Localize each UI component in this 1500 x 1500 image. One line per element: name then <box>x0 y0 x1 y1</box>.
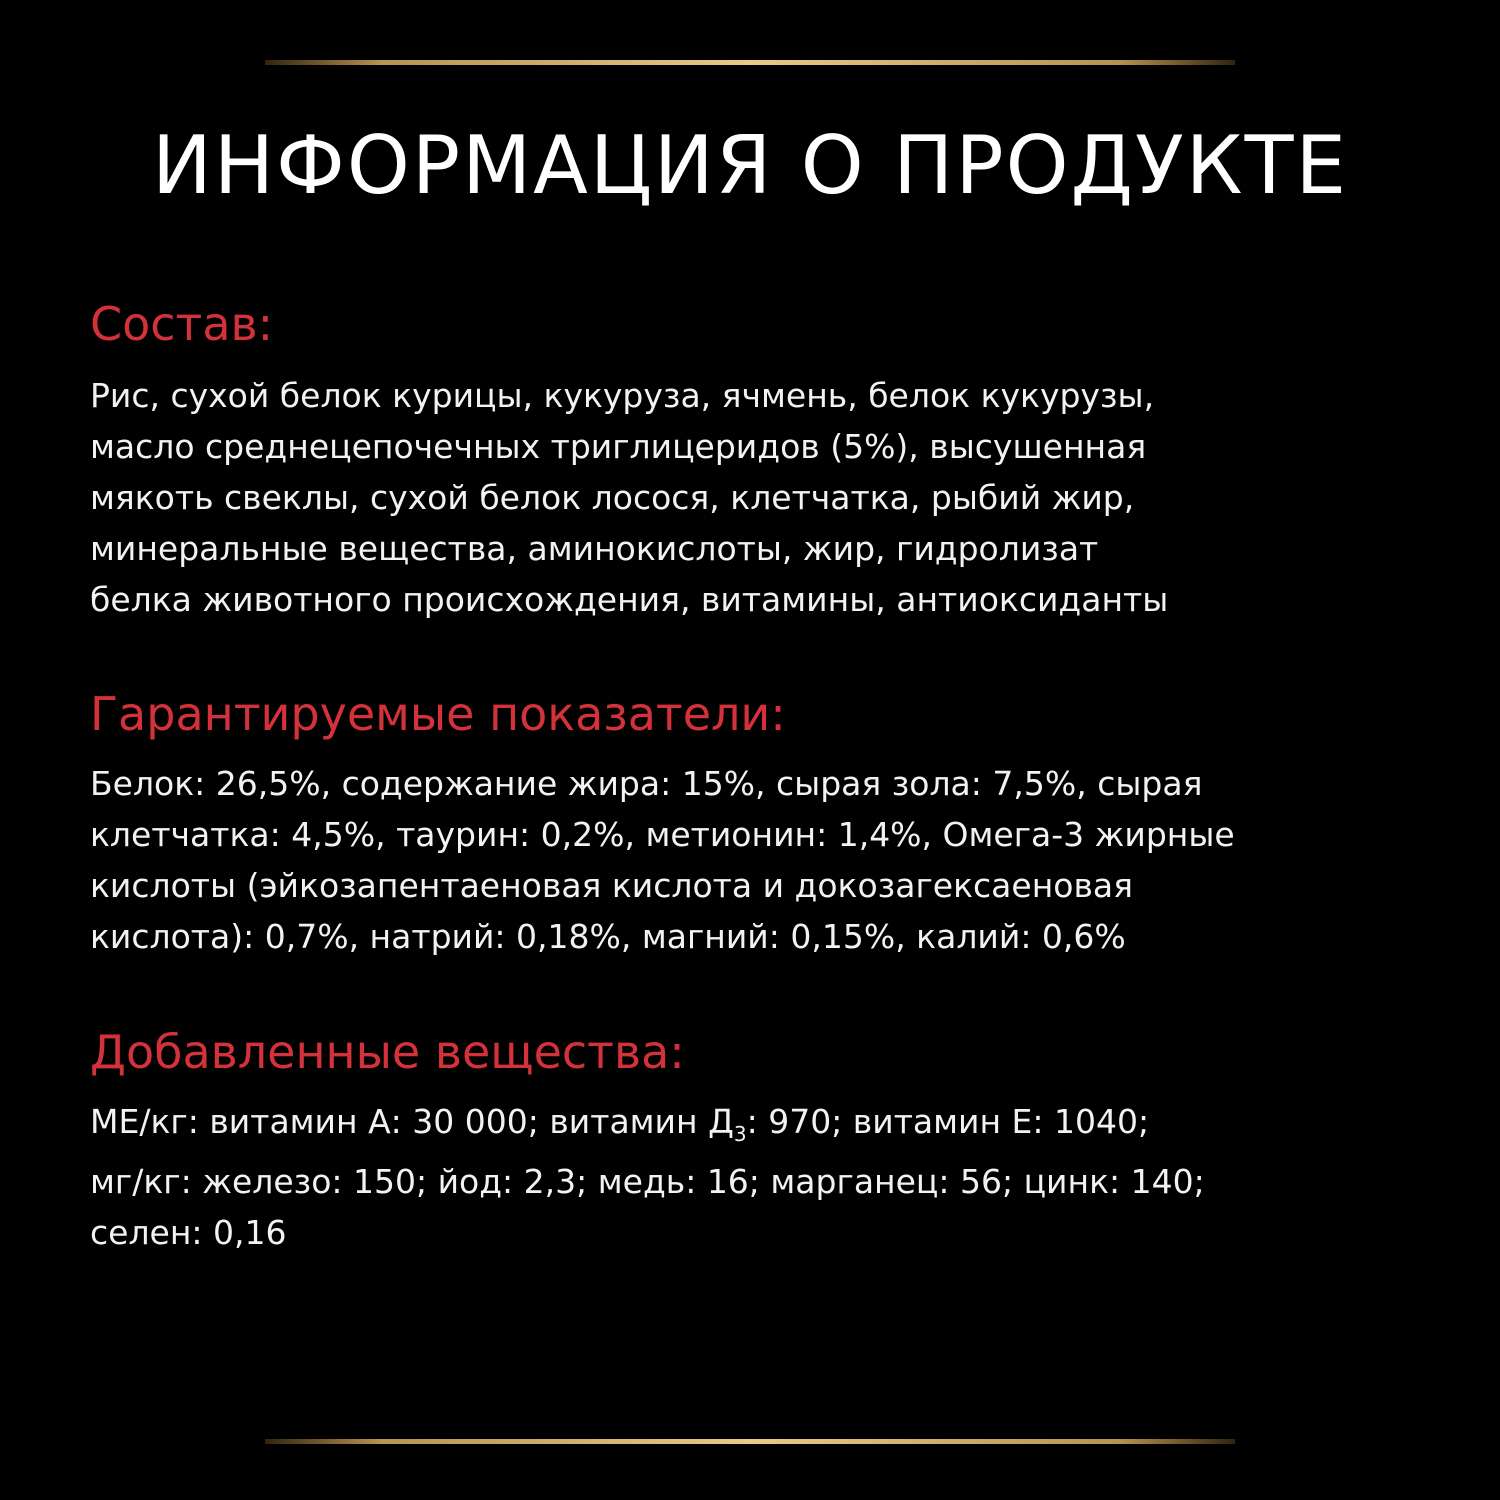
composition-text <box>90 370 1430 625</box>
bottom-gold-divider <box>265 1439 1235 1444</box>
additives-heading: Добавленные вещества: <box>90 1025 685 1079</box>
composition-line: минеральные вещества, аминокислоты, жир, гидролизат <box>90 529 1099 568</box>
additives-text <box>90 1096 1430 1258</box>
composition-heading: Состав: <box>90 297 274 351</box>
additives-line-iu <box>90 1096 1430 1156</box>
additives-iu-text: МЕ/кг: витамин А: 30 000; витамин Д <box>90 1102 734 1141</box>
guaranteed-line: кислоты (эйкозапентаеновая кислота и докозагексаеновая <box>90 866 1133 905</box>
guaranteed-values-text <box>90 758 1430 962</box>
additives-line: мг/кг: железо: 150; йод: 2,3; медь: 16; марганец: 56; цинк: 140; <box>90 1162 1205 1201</box>
composition-line: масло среднецепочечных триглицеридов (5%), высушенная <box>90 427 1147 466</box>
guaranteed-line: клетчатка: 4,5%, таурин: 0,2%, метионин: 1,4%, Омега-3 жирные <box>90 815 1235 854</box>
composition-line: Рис, сухой белок курицы, кукуруза, ячмень, белок кукурузы, <box>90 376 1155 415</box>
guaranteed-line: кислота): 0,7%, натрий: 0,18%, магний: 0,15%, калий: 0,6% <box>90 917 1126 956</box>
additives-iu-text-end: : 970; витамин Е: 1040; <box>746 1102 1150 1141</box>
guaranteed-line: Белок: 26,5%, содержание жира: 15%, сырая зола: 7,5%, сырая <box>90 764 1203 803</box>
page-title: ИНФОРМАЦИЯ О ПРОДУКТЕ <box>151 119 1349 212</box>
additives-line: селен: 0,16 <box>90 1213 287 1252</box>
guaranteed-values-heading: Гарантируемые показатели: <box>90 687 786 741</box>
composition-line: мякоть свеклы, сухой белок лосося, клетчатка, рыбий жир, <box>90 478 1135 517</box>
composition-line: белка животного происхождения, витамины, антиоксиданты <box>90 580 1169 619</box>
top-gold-divider <box>265 60 1235 65</box>
vitamin-d-subscript: 3 <box>733 1122 747 1146</box>
